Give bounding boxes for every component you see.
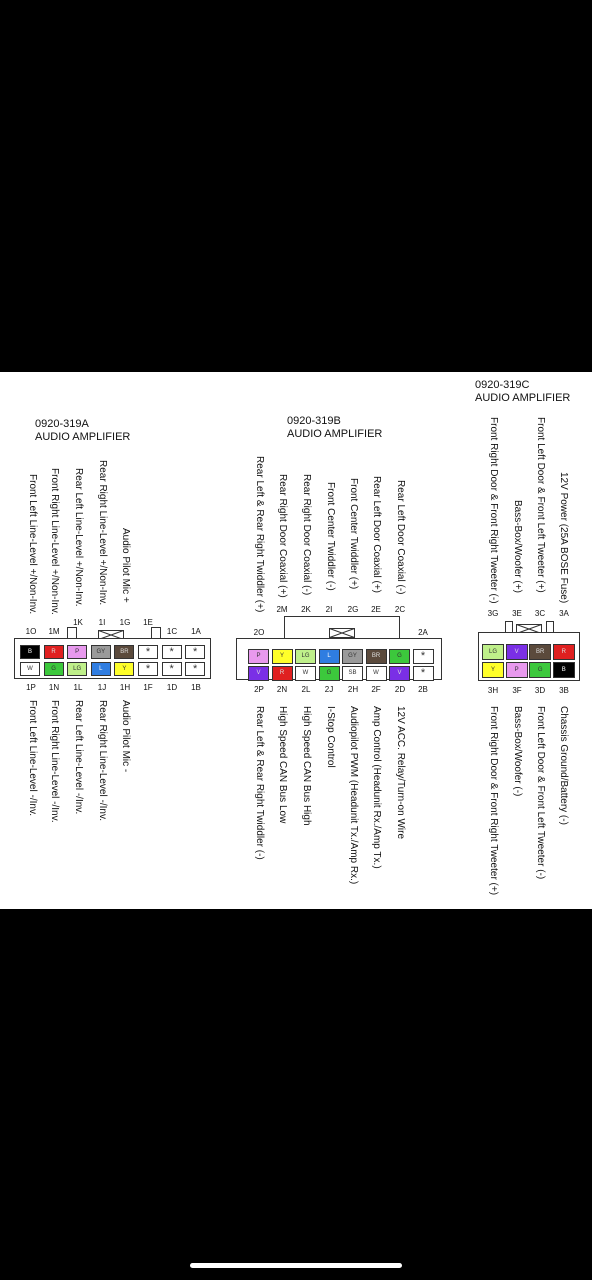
wire-color-cell: BR (114, 645, 134, 659)
conn-b-pin-id: 2E (371, 605, 381, 614)
conn-c-pin-id: 3H (487, 686, 499, 695)
wire-color-cell: * (413, 649, 434, 664)
conn-a-pin-id: 1J (97, 683, 107, 692)
wire-color-cell: BR (366, 649, 387, 664)
conn-b-pin-id: 2L (301, 685, 311, 694)
conn-b-key-icon (329, 628, 355, 638)
wire-color-cell: LG (295, 649, 316, 664)
conn-c-code: 0920-319C (475, 379, 530, 391)
conn-a-pin-id: 1O (25, 627, 37, 636)
wire-color-cell: * (138, 662, 158, 676)
conn-b-pin-id: 2K (301, 605, 311, 614)
conn-a-code: 0920-319A (35, 418, 89, 430)
conn-a-pin-id: 1C (166, 627, 178, 636)
conn-a-pin-id: 1B (191, 683, 201, 692)
conn-a-pin-id: 1E (143, 618, 153, 627)
conn-a-pin-id: 1K (73, 618, 83, 627)
wire-color-cell: W (295, 666, 316, 681)
conn-b-pin-id: 2N (276, 685, 288, 694)
conn-b-pin-id: 2B (418, 685, 428, 694)
wire-color-cell: SB (342, 666, 363, 681)
conn-c-pin-id: 3D (534, 686, 546, 695)
conn-b-pin-id: 2D (394, 685, 406, 694)
wire-color-cell: G (319, 666, 340, 681)
conn-c-pin-id: 3F (512, 686, 522, 695)
wire-color-cell: Y (482, 662, 504, 678)
conn-b-pin-id: 2G (347, 605, 359, 614)
conn-b-pin-id: 2C (394, 605, 406, 614)
wire-color-cell: R (44, 645, 64, 659)
wire-color-cell: Y (272, 649, 293, 664)
wire-color-cell: P (67, 645, 87, 659)
conn-a-pin-id: 1F (143, 683, 153, 692)
wire-color-cell: GY (91, 645, 111, 659)
conn-a-pin-id: 1P (26, 683, 36, 692)
conn-c-pin-id: 3G (487, 609, 499, 618)
conn-b-pin-id: 2F (371, 685, 381, 694)
conn-a-pin-id: 1M (48, 627, 60, 636)
conn-c-pin-id: 3C (534, 609, 546, 618)
wire-color-cell: P (248, 649, 269, 664)
conn-b-pin-id: 2J (324, 685, 334, 694)
wire-color-cell: R (272, 666, 293, 681)
wire-color-cell: B (553, 662, 575, 678)
conn-c-pin-id: 3A (559, 609, 569, 618)
wire-color-cell: * (138, 645, 158, 659)
conn-b-pin-id: 2A (418, 628, 428, 637)
wire-color-cell: V (389, 666, 410, 681)
conn-c-subtitle: AUDIO AMPLIFIER (475, 392, 571, 404)
conn-a-pin-id: 1A (191, 627, 201, 636)
wire-color-cell: LG (67, 662, 87, 676)
wire-color-cell: * (162, 662, 182, 676)
wire-color-cell: * (162, 645, 182, 659)
conn-b-pin-id: 2M (276, 605, 288, 614)
wire-color-cell: GY (342, 649, 363, 664)
wire-color-cell: B (20, 645, 40, 659)
conn-b-pin-id: 2O (253, 628, 265, 637)
wire-color-cell: BR (529, 644, 551, 660)
wire-color-cell: P (506, 662, 528, 678)
wire-color-cell: V (248, 666, 269, 681)
wire-color-cell: G (529, 662, 551, 678)
conn-a-subtitle: AUDIO AMPLIFIER (35, 431, 131, 443)
pinout-sheet: 0920-319A AUDIO AMPLIFIER Front Left Line-Level +/Non-Inv. Front Right Line-Level +/Non-Inv. Rear Left Line-Level +/Non-Inv. Rear Right Line-Level +/Non-Inv. Audio Pilot Mic + 1O 1M 1K 1I 1G 1E 1C 1A B R P GY BR * * * W G LG L Y * * * 1P 1N 1L 1J 1H 1F 1D 1B Front Left Line-Level -/Inv. Front Right Line-Level -/Inv. Rear Left Line-Level -/Inv. Rear Right Line-Level -/Inv. Audio Pilot Mic - 0920-319B AUDIO AMPLIFIER Rear Left & Rear Right Twiddler (+) Rear Right Door Coaxial (+) Rear Right Door Coaxial (-) Front Center Twiddler (-) Front Center Twiddler (+) Rear Left Door Coaxial (+) Rear Left Door Coaxial (-) 2O 2M 2K 2I 2G 2E 2C 2A P Y LG L GY BR G * V R W G SB W V * 2P 2N 2L 2J 2H 2F 2D 2B Rear Left & Rear Right Twiddler (-) High Speed CAN Bus Low High Speed CAN Bus High I-Stop Control Audiopilot PWM (Headunit Tx./Amp Rx.) Amp Control (Headunit Rx./Amp Tx.) 12V ACC. Relay/Turn-on Wire 0920-319C AUDIO AMPLIFIER Front Right Door & Front Right Tweeter (-) Bass-Box/Woofer (+) Front Left Door & Front Left Tweeter (+) 12V Power (25A BOSE Fuse) 3G 3E 3C 3A LG V BR R Y P G B 3H 3F 3D 3B Front Right Door & Front Right Tweeter (+) Bass-Box/Woofer (-) Front Left Door & Front Left Tweeter (-) Chassis Ground/Battery (-) (0, 372, 592, 909)
conn-a-pin-id: 1L (73, 683, 83, 692)
conn-a-pin-id: 1I (98, 618, 106, 627)
conn-c-pin-id: 3B (559, 686, 569, 695)
conn-b-pin-id: 2P (254, 685, 264, 694)
conn-a-pin-id: 1D (166, 683, 178, 692)
wire-color-cell: R (553, 644, 575, 660)
conn-a-pin-id: 1G (119, 618, 131, 627)
wire-color-cell: G (44, 662, 64, 676)
wire-color-cell: W (366, 666, 387, 681)
wire-color-cell: * (185, 662, 205, 676)
conn-b-subtitle: AUDIO AMPLIFIER (287, 428, 383, 440)
wire-color-cell: * (185, 645, 205, 659)
wire-color-cell: * (413, 666, 434, 681)
conn-a-pin-id: 1N (48, 683, 60, 692)
conn-b-pin-id: 2I (325, 605, 333, 614)
conn-b-pin-id: 2H (347, 685, 359, 694)
wire-color-cell: Y (114, 662, 134, 676)
conn-b-code: 0920-319B (287, 415, 341, 427)
wire-color-cell: G (389, 649, 410, 664)
wire-color-cell: V (506, 644, 528, 660)
home-indicator[interactable] (190, 1263, 402, 1268)
wire-color-cell: L (319, 649, 340, 664)
conn-a-pin-id: 1H (119, 683, 131, 692)
wire-color-cell: LG (482, 644, 504, 660)
conn-c-pin-id: 3E (512, 609, 522, 618)
wire-color-cell: L (91, 662, 111, 676)
wire-color-cell: W (20, 662, 40, 676)
